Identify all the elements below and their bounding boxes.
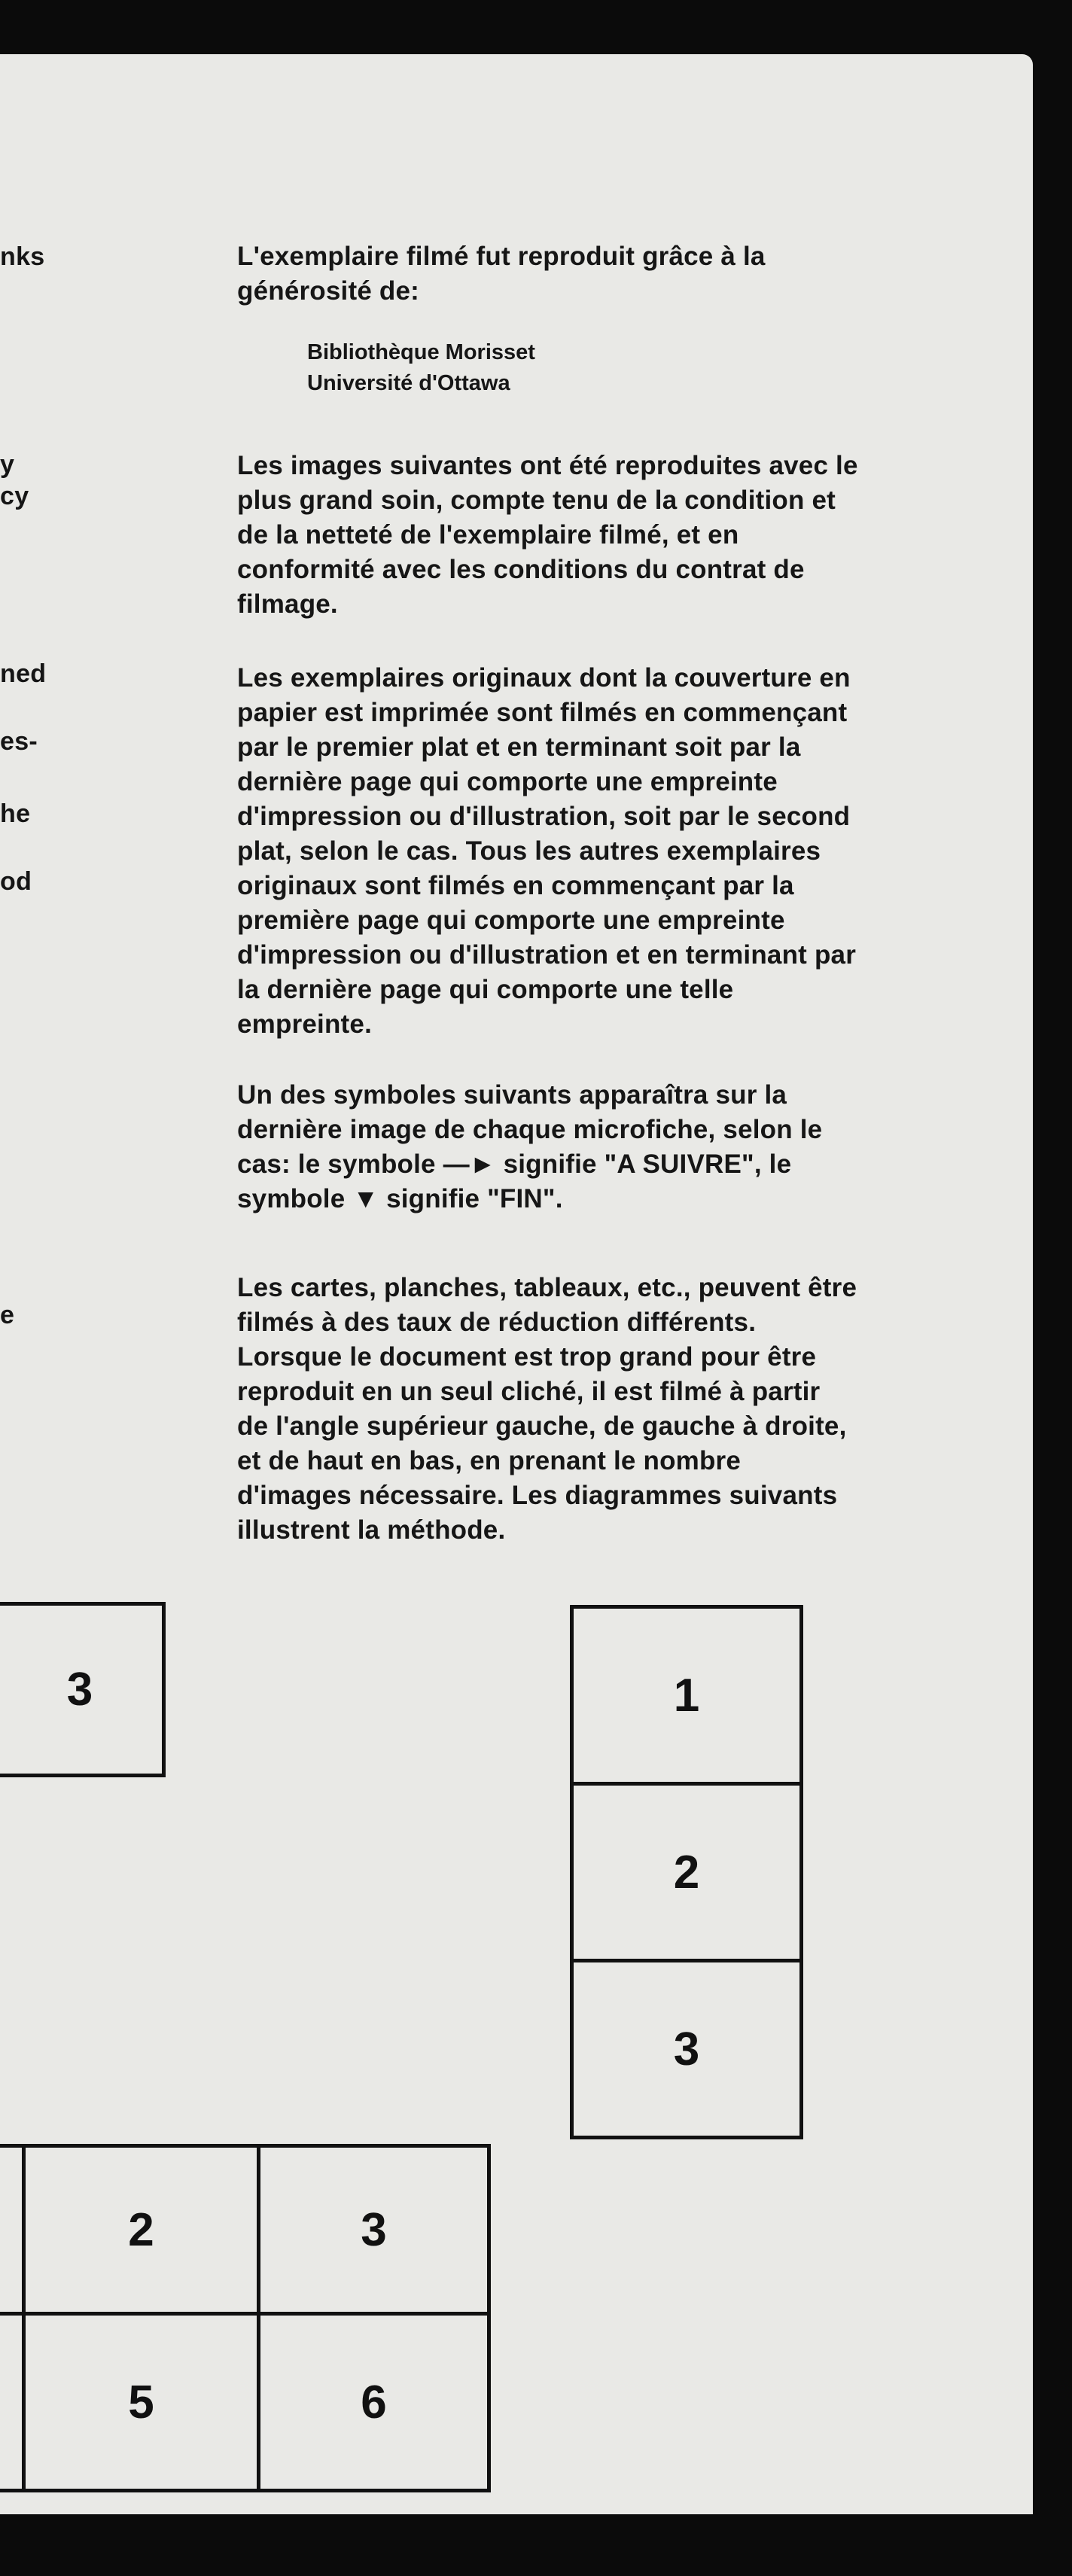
diagram-grid-cell-2: 2 [22, 2144, 260, 2316]
left-fragment-8: e [0, 1301, 15, 1329]
library-name [307, 337, 684, 399]
paragraph-maps: Les cartes, planches, tableaux, etc., peuvent être filmés à des taux de réduction différents. Lorsque le document est trop grand pour être reproduit en un seul cliché, il est filmé à partir de l'angle supérieur gauche, de gauche à droite, et de haut en bas, en prenant le nombre d'images nécessaire. Les diagrammes suivants illustrent la méthode. [237, 1273, 857, 1545]
paragraph-symbols: Un des symboles suivants apparaîtra sur la dernière image de chaque microfiche, selon le cas: le symbole —► signifie "A SUIVRE", le symbole ▼ signifie "FIN". [237, 1080, 823, 1213]
library-line-1: Bibliothèque Morisset [307, 340, 535, 364]
diagram-column-cell-1: 1 [570, 1605, 803, 1786]
library-line-2: Université d'Ottawa [307, 371, 510, 395]
diagram-column-cell-2: 2 [570, 1782, 803, 1962]
diagram-grid-cell-6: 6 [257, 2312, 491, 2492]
diagram-grid-cell-3: 3 [257, 2144, 491, 2316]
paragraph-originals: Les exemplaires originaux dont la couverture en papier est imprimée sont filmés en commençant par le premier plat et en terminant soit par la dernière page qui comporte une empreinte d'impression ou d'illustration, soit par le second plat, selon le cas. Tous les autres exemplaires originaux sont filmés en commençant par la première page qui comporte une empreinte d'impression ou d'illustration et en terminant par la dernière page qui comporte une telle empreinte. [237, 663, 857, 1039]
diagram-grid-cell-5: 5 [22, 2312, 260, 2492]
left-fragment-4: ned [0, 659, 47, 688]
acknowledgement-text: L'exemplaire filmé fut reproduit grâce à la générosité de: [237, 242, 766, 306]
diagram-column-cell-3: 3 [570, 1959, 803, 2139]
left-fragment-1: nks [0, 242, 45, 271]
diagram-row-cell-3: 3 [0, 1602, 166, 1777]
left-fragment-2: y [0, 450, 15, 479]
paragraph-reproduction: Les images suivantes ont été reproduites avec le plus grand soin, compte tenu de la condition et de la netteté de l'exemplaire filmé, et en conformité avec les conditions du contrat de filmage. [237, 451, 858, 619]
left-fragment-3: cy [0, 482, 29, 510]
left-fragment-7: od [0, 867, 32, 896]
left-fragment-6: he [0, 799, 31, 828]
left-fragment-5: es- [0, 727, 38, 756]
